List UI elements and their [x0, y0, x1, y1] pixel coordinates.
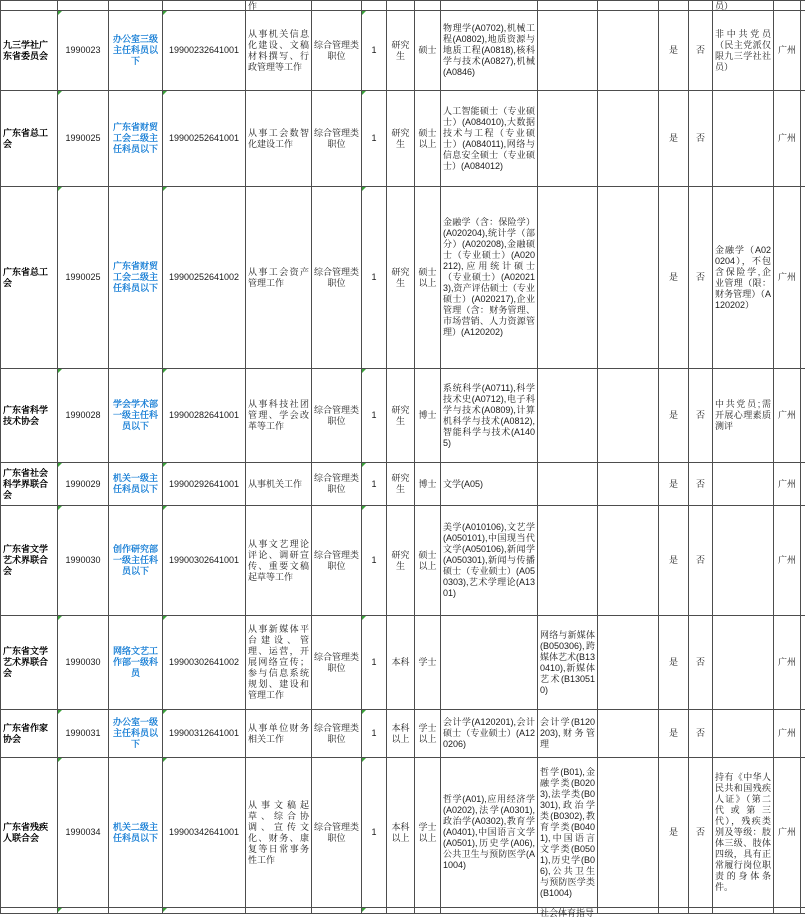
- cell-remarks: 持有《中华人民共和国残疾人证》（第二代或第三代），残疾类别及等级：肢体三级、肢体四级，具有正常履行岗位职责的身体条件。: [713, 758, 774, 908]
- cell-position-link[interactable]: 网络文艺工作部一级科员: [109, 616, 163, 710]
- excel-corner-marker-icon: [362, 758, 366, 762]
- excel-corner-marker-icon: [58, 369, 62, 373]
- cell-other-majors: [598, 506, 659, 616]
- cell-exam-city: [774, 908, 801, 914]
- excel-corner-marker-icon: [163, 710, 167, 714]
- table-row: [1, 91, 805, 187]
- cell-flag-no: 否: [689, 187, 713, 369]
- cell-edge-sliver: [801, 11, 805, 91]
- cell-job-code: [163, 908, 246, 914]
- excel-corner-marker-icon: [58, 616, 62, 620]
- cell-edge-sliver: [801, 506, 805, 616]
- cell-org-name: 广东省科学技术协会: [1, 369, 58, 463]
- cell-exam-city: 广州: [774, 616, 801, 710]
- cell-remarks: [713, 91, 774, 187]
- cell-education: 研究生: [387, 369, 415, 463]
- cell-category: 综合管理类职位: [312, 369, 362, 463]
- cell-headcount: 1: [362, 369, 387, 463]
- cell-flag-no: 否: [689, 506, 713, 616]
- table-row: [1, 187, 805, 369]
- table-body: [1, 1, 805, 918]
- excel-corner-marker-icon: [58, 11, 62, 15]
- cell-unit-code: 1990034: [58, 758, 109, 908]
- cell-job-code: [163, 1, 246, 11]
- cell-remarks: [713, 908, 774, 914]
- cell-grad-majors: 会计学(A120201),会计硕士（专业硕士）(A120206): [441, 710, 538, 758]
- cell-category: 综合管理类职位: [312, 616, 362, 710]
- cell-undergrad-majors: 网络与新媒体(B050306),跨媒体艺术(B130410),新媒体艺术(B130510): [538, 616, 598, 710]
- cell-unit-code: 1990023: [58, 11, 109, 91]
- excel-corner-marker-icon: [58, 506, 62, 510]
- cell-position-link[interactable]: 学会学术部一级主任科员以下: [109, 369, 163, 463]
- cell-category: 综合管理类职位: [312, 710, 362, 758]
- cell-duties: 从事机关工作: [246, 463, 312, 506]
- cell-undergrad-majors: [538, 506, 598, 616]
- excel-corner-marker-icon: [58, 187, 62, 191]
- cell-edge-sliver: [801, 369, 805, 463]
- cell-duties: [246, 908, 312, 914]
- cell-duties: 从事文稿起草、综合协调、宣传文化、财务、康复等日常事务性工作: [246, 758, 312, 908]
- cell-flag-yes: 是: [659, 616, 689, 710]
- cell-flag-no: 否: [689, 11, 713, 91]
- cell-edge-sliver: [801, 710, 805, 758]
- table-row: [1, 463, 805, 506]
- cell-flag-yes: 是: [659, 187, 689, 369]
- cell-grad-majors: 文学(A05): [441, 463, 538, 506]
- cell-flag-no: 否: [689, 616, 713, 710]
- cell-undergrad-majors: [538, 187, 598, 369]
- cell-headcount: 1: [362, 11, 387, 91]
- table-row: [1, 616, 805, 710]
- cell-category: 综合管理类职位: [312, 11, 362, 91]
- cell-degree: 硕士以上: [415, 187, 441, 369]
- cell-undergrad-majors: 哲学(B01),金融学类(B0203),法学类(B0301),政治学类(B0302),教育学类(B0401),中国语言文学类(B0501),历史学(B06),公共卫生与预防医学类(B1004): [538, 758, 598, 908]
- cell-edge-sliver: [801, 463, 805, 506]
- excel-corner-marker-icon: [362, 506, 366, 510]
- cell-grad-majors: 系统科学(A0711),科学技术史(A0712),电子科学与技术(A0809),计算机科学与技术(A0812),智能科学与技术(A1405): [441, 369, 538, 463]
- cell-exam-city: 广州: [774, 91, 801, 187]
- excel-corner-marker-icon: [163, 369, 167, 373]
- cell-unit-code: 1990025: [58, 187, 109, 369]
- cell-other-majors: [598, 710, 659, 758]
- cell-exam-city: 广州: [774, 463, 801, 506]
- cell-exam-city: 广州: [774, 187, 801, 369]
- cell-exam-city: 广州: [774, 758, 801, 908]
- cell-flag-yes: 是: [659, 758, 689, 908]
- cell-unit-code: 1990030: [58, 506, 109, 616]
- excel-corner-marker-icon: [362, 463, 366, 467]
- cell-flag-yes: 是: [659, 710, 689, 758]
- cell-org-name: 广东省作家协会: [1, 710, 58, 758]
- cell-grad-majors: [441, 1, 538, 11]
- excel-corner-marker-icon: [163, 506, 167, 510]
- cell-flag-yes: [659, 1, 689, 11]
- cell-unit-code: 1990028: [58, 369, 109, 463]
- cell-duties: 从事单位财务相关工作: [246, 710, 312, 758]
- cell-degree: [415, 1, 441, 11]
- cell-undergrad-majors: [538, 91, 598, 187]
- cell-position-link[interactable]: 创作研究部一级主任科员以下: [109, 506, 163, 616]
- cell-flag-no: 否: [689, 710, 713, 758]
- excel-corner-marker-icon: [362, 710, 366, 714]
- excel-corner-marker-icon: [362, 908, 366, 912]
- cell-position-link[interactable]: [109, 1, 163, 11]
- cell-flag-no: [689, 908, 713, 914]
- cell-org-name: [1, 908, 58, 914]
- excel-corner-marker-icon: [58, 710, 62, 714]
- cell-category: [312, 908, 362, 914]
- excel-corner-marker-icon: [163, 616, 167, 620]
- excel-corner-marker-icon: [362, 11, 366, 15]
- cell-grad-majors: 哲学(A01),应用经济学(A0202),法学(A0301),政治学(A0302),教育学(A0401),中国语言文学(A0501),历史学(A06),公共卫生与预防医学(A1004): [441, 758, 538, 908]
- excel-corner-marker-icon: [58, 91, 62, 95]
- excel-corner-marker-icon: [163, 463, 167, 467]
- cell-undergrad-majors: [538, 1, 598, 11]
- cell-position-link[interactable]: 广东省财贸工会二级主任科员以下: [109, 187, 163, 369]
- cell-job-code: 19900302641001: [163, 506, 246, 616]
- table-row: [1, 11, 805, 91]
- cell-org-name: 广东省总工会: [1, 91, 58, 187]
- cell-undergrad-majors: [538, 11, 598, 91]
- cell-position-link[interactable]: 机关二级主任科员以下: [109, 758, 163, 908]
- cell-grad-majors: 金融学（含：保险学）(A020204),统计学（部分）(A020208),金融硕士（专业硕士）(A020212),应用统计硕士（专业硕士）(A020213),资产评估硕士（专业硕士）(A020217),企业管理（含：财务管理、市场营销、人力资源管理）(A120202): [441, 187, 538, 369]
- cell-other-majors: [598, 1, 659, 11]
- cell-remarks: [713, 710, 774, 758]
- cell-unit-code: 1990031: [58, 710, 109, 758]
- cell-other-majors: [598, 187, 659, 369]
- cell-edge-sliver: [801, 91, 805, 187]
- cell-exam-city: [774, 1, 801, 11]
- cell-education: 研究生: [387, 11, 415, 91]
- cell-education: 研究生: [387, 506, 415, 616]
- excel-corner-marker-icon: [58, 758, 62, 762]
- cell-flag-yes: 是: [659, 11, 689, 91]
- cell-other-majors: [598, 11, 659, 91]
- cell-edge-sliver: [801, 758, 805, 908]
- cell-exam-city: 广州: [774, 506, 801, 616]
- cell-flag-yes: 是: [659, 506, 689, 616]
- cell-education: 研究生: [387, 463, 415, 506]
- cell-remarks: 金融学（A020204），不包含保险学,企业管理（限：财务管理）（A120202）: [713, 187, 774, 369]
- cell-duties: 从事工会数智化建设工作: [246, 91, 312, 187]
- excel-corner-marker-icon: [362, 187, 366, 191]
- cell-flag-no: 否: [689, 463, 713, 506]
- cell-job-code: 19900302641002: [163, 616, 246, 710]
- cell-flag-no: 否: [689, 91, 713, 187]
- cell-duties: 从事新媒体平台建设、管理、运营，开展网络宣传；参与信息系统规划、建设和管理工作: [246, 616, 312, 710]
- cell-education: 本科: [387, 616, 415, 710]
- cell-flag-yes: 是: [659, 369, 689, 463]
- cell-duties: 作: [246, 1, 312, 11]
- cell-flag-no: [689, 1, 713, 11]
- cell-category: 综合管理类职位: [312, 187, 362, 369]
- excel-corner-marker-icon: [163, 91, 167, 95]
- cell-job-code: 19900282641001: [163, 369, 246, 463]
- excel-corner-marker-icon: [362, 91, 366, 95]
- cell-other-majors: [598, 91, 659, 187]
- cell-flag-yes: 是: [659, 91, 689, 187]
- cell-undergrad-majors: 会计学(B120203),财务管理: [538, 710, 598, 758]
- cell-remarks: 员）: [713, 1, 774, 11]
- cell-other-majors: [598, 369, 659, 463]
- cell-remarks: [713, 616, 774, 710]
- cell-other-majors: [598, 758, 659, 908]
- cell-remarks: [713, 506, 774, 616]
- table-row: [1, 710, 805, 758]
- cell-degree: 博士: [415, 463, 441, 506]
- cell-position-link[interactable]: 广东省财贸工会二级主任科员以下: [109, 91, 163, 187]
- table-row: [1, 758, 805, 908]
- table-row: [1, 1, 805, 11]
- table-row: [1, 369, 805, 463]
- cell-job-code: 19900252641002: [163, 187, 246, 369]
- excel-corner-marker-icon: [163, 908, 167, 912]
- excel-corner-marker-icon: [163, 758, 167, 762]
- cell-edge-sliver: [801, 616, 805, 710]
- table-row: [1, 908, 805, 914]
- cell-other-majors: [598, 463, 659, 506]
- cell-education: 本科以上: [387, 710, 415, 758]
- cell-other-majors: [598, 908, 659, 914]
- cell-edge-sliver: [801, 187, 805, 369]
- cell-category: 综合管理类职位: [312, 506, 362, 616]
- cell-degree: 学士以上: [415, 710, 441, 758]
- cell-undergrad-majors: [538, 369, 598, 463]
- cell-headcount: 1: [362, 616, 387, 710]
- cell-degree: 硕士以上: [415, 91, 441, 187]
- excel-corner-marker-icon: [58, 908, 62, 912]
- cell-headcount: 1: [362, 758, 387, 908]
- cell-duties: 从事科技社团管理、学会改革等工作: [246, 369, 312, 463]
- cell-grad-majors: [441, 616, 538, 710]
- cell-position-link[interactable]: [109, 908, 163, 914]
- cell-degree: 博士: [415, 369, 441, 463]
- excel-corner-marker-icon: [58, 463, 62, 467]
- cell-category: 综合管理类职位: [312, 463, 362, 506]
- cell-remarks: 中共党员;需开展心理素质测评: [713, 369, 774, 463]
- cell-job-code: 19900292641001: [163, 463, 246, 506]
- cell-flag-no: 否: [689, 369, 713, 463]
- cell-remarks: [713, 463, 774, 506]
- cell-unit-code: 1990025: [58, 91, 109, 187]
- cell-grad-majors: [441, 908, 538, 914]
- cell-unit-code: [58, 1, 109, 11]
- cell-undergrad-majors: [538, 463, 598, 506]
- cell-other-majors: [598, 616, 659, 710]
- cell-unit-code: 1990029: [58, 463, 109, 506]
- cell-education: 研究生: [387, 91, 415, 187]
- cell-category: 综合管理类职位: [312, 91, 362, 187]
- cell-exam-city: 广州: [774, 11, 801, 91]
- cell-category: 综合管理类职位: [312, 758, 362, 908]
- cell-remarks: 非中共党员（民主党派仅限九三学社社员）: [713, 11, 774, 91]
- cell-org-name: [1, 1, 58, 11]
- cell-edge-sliver: [801, 908, 805, 914]
- cell-org-name: 九三学社广东省委员会: [1, 11, 58, 91]
- cell-degree: 硕士以上: [415, 506, 441, 616]
- cell-headcount: 1: [362, 187, 387, 369]
- cell-duties: 从事机关信息化建设、文稿材料撰写、行政管理等工作: [246, 11, 312, 91]
- excel-corner-marker-icon: [362, 369, 366, 373]
- excel-corner-marker-icon: [163, 187, 167, 191]
- cell-undergrad-majors: 社会体育指导: [538, 908, 598, 914]
- cell-job-code: 19900252641001: [163, 91, 246, 187]
- table-row: [1, 506, 805, 616]
- cell-duties: 从事工会资产管理工作: [246, 187, 312, 369]
- cell-position-link[interactable]: 办公室一级主任科员以下: [109, 710, 163, 758]
- cell-headcount: 1: [362, 463, 387, 506]
- cell-flag-no: 否: [689, 758, 713, 908]
- cell-grad-majors: 物理学(A0702),机械工程(A0802),地质资源与地质工程(A0818),核科学与技术(A0827),机械(A0846): [441, 11, 538, 91]
- cell-job-code: 19900232641001: [163, 11, 246, 91]
- cell-job-code: 19900342641001: [163, 758, 246, 908]
- excel-corner-marker-icon: [362, 616, 366, 620]
- cell-headcount: 1: [362, 710, 387, 758]
- cell-education: [387, 1, 415, 11]
- cell-education: 本科以上: [387, 758, 415, 908]
- cell-org-name: 广东省文学艺术界联合会: [1, 616, 58, 710]
- cell-education: 研究生: [387, 187, 415, 369]
- cell-degree: 硕士: [415, 11, 441, 91]
- cell-exam-city: 广州: [774, 369, 801, 463]
- cell-headcount: 1: [362, 91, 387, 187]
- cell-unit-code: 1990030: [58, 616, 109, 710]
- cell-flag-yes: 是: [659, 463, 689, 506]
- excel-corner-marker-icon: [163, 11, 167, 15]
- cell-org-name: 广东省总工会: [1, 187, 58, 369]
- cell-degree: 学士以上: [415, 758, 441, 908]
- cell-exam-city: 广州: [774, 710, 801, 758]
- cell-duties: 从事文艺理论评论、调研宣传、重要文稿起草等工作: [246, 506, 312, 616]
- cell-position-link[interactable]: 机关一级主任科员以下: [109, 463, 163, 506]
- cell-headcount: [362, 1, 387, 11]
- cell-org-name: 广东省残疾人联合会: [1, 758, 58, 908]
- cell-flag-yes: [659, 908, 689, 914]
- cell-category: [312, 1, 362, 11]
- cell-org-name: 广东省社会科学界联合会: [1, 463, 58, 506]
- cell-position-link[interactable]: 办公室三级主任科员以下: [109, 11, 163, 91]
- cell-job-code: 19900312641001: [163, 710, 246, 758]
- cell-unit-code: [58, 908, 109, 914]
- cell-headcount: [362, 908, 387, 914]
- cell-degree: 学士: [415, 616, 441, 710]
- cell-org-name: 广东省文学艺术界联合会: [1, 506, 58, 616]
- cell-education: [387, 908, 415, 914]
- cell-edge-sliver: [801, 1, 805, 11]
- cell-headcount: 1: [362, 506, 387, 616]
- cell-grad-majors: 美学(A010106),文艺学(A050101),中国现当代文学(A050106),新闻学(A050301),新闻与传播硕士（专业硕士）(A050303),艺术学理论(A1301): [441, 506, 538, 616]
- cell-grad-majors: 人工智能硕士（专业硕士）(A084010),大数据技术与工程（专业硕士）(A084011),网络与信息安全硕士（专业硕士）(A084012): [441, 91, 538, 187]
- cell-degree: [415, 908, 441, 914]
